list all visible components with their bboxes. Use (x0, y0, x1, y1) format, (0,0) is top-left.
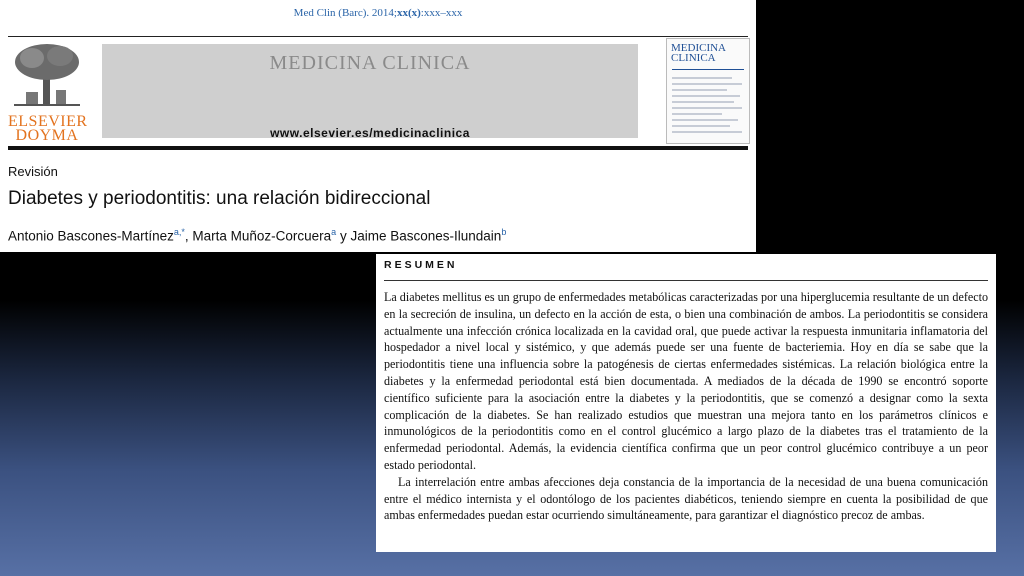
header-divider (8, 36, 748, 37)
header-thick-divider (8, 146, 748, 150)
cover-text-line (672, 131, 742, 133)
author-joiner: y (339, 228, 347, 244)
abstract-body (384, 289, 988, 524)
journal-banner (102, 44, 638, 138)
cover-text-line (672, 101, 734, 103)
cover-title (671, 43, 745, 63)
article-title: Diabetes y periodontitis: una relación bidireccional (8, 188, 431, 209)
cover-text-line (672, 119, 738, 121)
cover-text-line (672, 95, 740, 97)
elsevier-logo (8, 42, 86, 142)
journal-citation (0, 7, 756, 19)
journal-banner-title: MEDICINA CLINICA (269, 52, 471, 74)
abstract-divider (384, 280, 988, 281)
author-affiliation[interactable]: b (501, 227, 507, 237)
citation-prefix: Med Clin (Barc). 2014; (293, 7, 397, 19)
cover-rule (672, 69, 744, 70)
publisher-name-line1: ELSEVIER (8, 113, 88, 130)
elsevier-tree-icon (12, 42, 82, 108)
cover-text-line (672, 107, 742, 109)
citation-pages: :xxx–xxx (420, 7, 463, 19)
abstract-paragraph: La diabetes mellitus es un grupo de enfermedades metabólicas caracterizadas por una hiperglucemia resultante de un defecto en la secreción de insulina, un defecto en la acción de esta, o bien una combinación de ambos. La periodontitis se considera actualmente una infección crónica localizada en la cavidad oral, que puede activar la respuesta inmunitaria inflamatoria del hospedador a nivel local y sistémico, y que además puede ser una fuente de bacteriemia. Hoy en día se sabe que la periodontitis tiene una influencia sobre la patogénesis de ciertas enfermedades sistémicas. La relación biológica entre la diabetes y la enfermedad periodontal está bien documentada. A mediados de la década de 1990 se encontró soporte científico suficiente para la asociación entre la diabetes y la periodontitis, que se comenzó a designar como la sexta complicación de la diabetes. Se han realizado estudios que muestran una mejora tanto en los parámetros clínicos e inmunológicos de la periodontitis como en el control glucémico a largo plazo de la diabetes tras el tratamiento de la enfermedad periodontal. Además, la evidencia científica confirma que un peor control glucémico contribuye a un peor estado periodontal. (384, 290, 988, 472)
journal-url[interactable]: www.elsevier.es/medicinaclinica (270, 126, 470, 140)
cover-text-line (672, 83, 742, 85)
author-name[interactable]: Jaime Bascones-Ilundain (350, 228, 502, 244)
publisher-name-line2: DOYMA (15, 127, 79, 144)
cover-text-line (672, 77, 732, 79)
cover-text-line (672, 113, 722, 115)
cover-title-line1: MEDICINA (671, 42, 726, 54)
author-name[interactable]: Marta Muñoz-Corcuera (192, 228, 332, 244)
article-header-panel (0, 0, 756, 252)
abstract-panel (376, 254, 996, 552)
author-affiliation[interactable]: a (331, 227, 337, 237)
citation-volume: xx(x) (396, 7, 421, 19)
cover-text-line (672, 89, 727, 91)
author-affiliation[interactable]: a,* (173, 227, 185, 237)
journal-cover-thumbnail (666, 38, 750, 144)
abstract-paragraph: La interrelación entre ambas afecciones deja constancia de la importancia de la necesidad de una buena comunicación entre el médico internista y el odontólogo de los pacientes diabéticos, teniendo siempre en cuenta la posibilidad de que ambas enfermedades puedan estar ocurriendo simultáneamente, para garantizar el diagnóstico precoz de ambas. (384, 474, 988, 523)
article-section: Revisión (8, 164, 58, 179)
author-list: Antonio Bascones-Martínez$^{a,*}$, Marta Muñoz-Corcuera$^a$ y Jaime Bascones-Ilundain$^b$ (8, 227, 507, 244)
abstract-heading: RESUMEN (384, 259, 458, 271)
author-name[interactable]: Antonio Bascones-Martínez (8, 228, 174, 244)
cover-text-line (672, 125, 730, 127)
cover-title-line2: CLINICA (671, 52, 716, 64)
